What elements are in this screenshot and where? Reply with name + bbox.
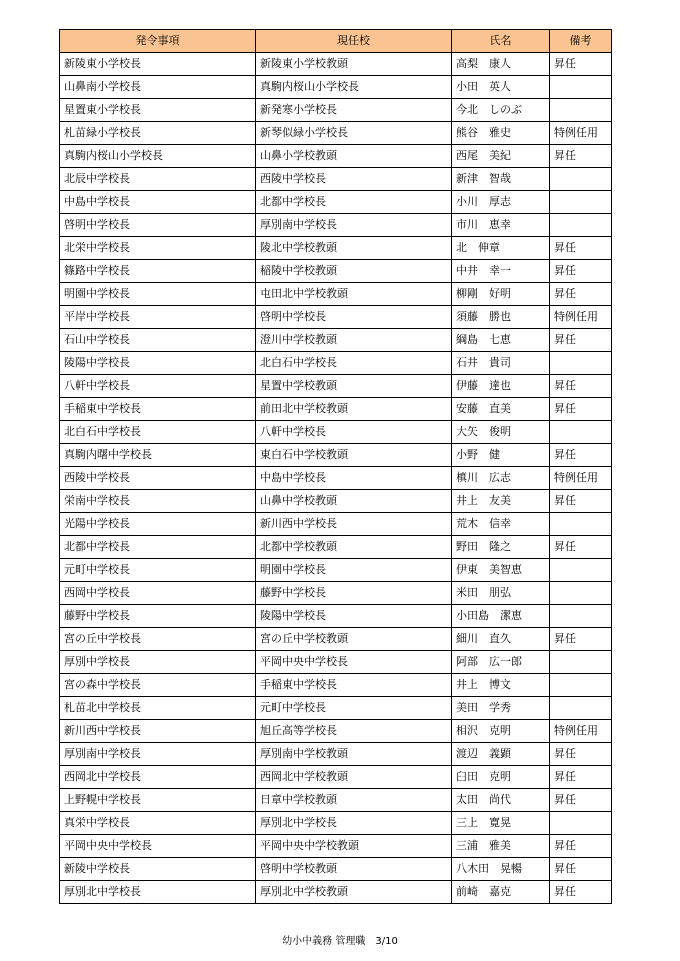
cell-remarks: 昇任 [550, 766, 612, 789]
cell-remarks [550, 513, 612, 536]
table-row [60, 398, 612, 421]
cell-remarks: 昇任 [550, 743, 612, 766]
cell-current-school: 平岡中央中学校教頭 [256, 835, 452, 858]
cell-remarks [550, 421, 612, 444]
cell-remarks: 昇任 [550, 145, 612, 168]
cell-current-school: 厚別南中学校教頭 [256, 743, 452, 766]
cell-current-school: 日章中学校教頭 [256, 789, 452, 812]
cell-name: 三上 寛晃 [452, 812, 550, 835]
cell-remarks [550, 651, 612, 674]
cell-remarks [550, 76, 612, 99]
cell-current-school: 西陵中学校長 [256, 168, 452, 191]
cell-appointment: 宮の丘中学校長 [60, 628, 256, 651]
table-row [60, 536, 612, 559]
table-row [60, 237, 612, 260]
cell-name: 荒木 信幸 [452, 513, 550, 536]
cell-name: 高梨 康人 [452, 53, 550, 76]
cell-remarks [550, 191, 612, 214]
cell-remarks [550, 605, 612, 628]
cell-name: 小川 厚志 [452, 191, 550, 214]
cell-appointment: 星置東小学校長 [60, 99, 256, 122]
cell-name: 柳剛 好明 [452, 283, 550, 306]
cell-remarks: 昇任 [550, 835, 612, 858]
cell-name: 井上 博文 [452, 674, 550, 697]
table-row [60, 99, 612, 122]
cell-remarks: 昇任 [550, 789, 612, 812]
cell-current-school: 手稲東中学校長 [256, 674, 452, 697]
cell-remarks: 昇任 [550, 444, 612, 467]
cell-name: 細川 直久 [452, 628, 550, 651]
table-row [60, 789, 612, 812]
cell-appointment: 北白石中学校長 [60, 421, 256, 444]
cell-name: 渡辺 義顕 [452, 743, 550, 766]
header-appointment: 発令事項 [60, 30, 256, 53]
cell-appointment: 平岸中学校長 [60, 306, 256, 329]
table-row [60, 214, 612, 237]
cell-appointment: 明園中学校長 [60, 283, 256, 306]
cell-name: 安藤 直美 [452, 398, 550, 421]
cell-remarks: 昇任 [550, 628, 612, 651]
cell-name: 阿部 広一郎 [452, 651, 550, 674]
cell-remarks: 昇任 [550, 398, 612, 421]
cell-remarks: 特例任用 [550, 306, 612, 329]
cell-name: 石井 貴司 [452, 352, 550, 375]
cell-name: 須藤 勝也 [452, 306, 550, 329]
cell-remarks [550, 168, 612, 191]
cell-remarks: 昇任 [550, 260, 612, 283]
cell-appointment: 札苗北中学校長 [60, 697, 256, 720]
cell-name: 前崎 嘉克 [452, 881, 550, 904]
table-row [60, 375, 612, 398]
cell-current-school: 藤野中学校長 [256, 582, 452, 605]
cell-appointment: 山鼻南小学校長 [60, 76, 256, 99]
cell-remarks [550, 697, 612, 720]
cell-current-school: 厚別南中学校長 [256, 214, 452, 237]
header-name: 氏名 [452, 30, 550, 53]
cell-current-school: 元町中学校長 [256, 697, 452, 720]
cell-remarks: 昇任 [550, 881, 612, 904]
cell-name: 中井 幸一 [452, 260, 550, 283]
cell-remarks: 昇任 [550, 536, 612, 559]
cell-appointment: 新川西中学校長 [60, 720, 256, 743]
cell-name: 太田 尚代 [452, 789, 550, 812]
table-row [60, 421, 612, 444]
cell-remarks [550, 352, 612, 375]
cell-name: 大矢 俊明 [452, 421, 550, 444]
cell-appointment: 西岡中学校長 [60, 582, 256, 605]
cell-name: 八木田 晃暢 [452, 858, 550, 881]
table-row [60, 582, 612, 605]
cell-current-school: 北都中学校教頭 [256, 536, 452, 559]
cell-appointment: 栄南中学校長 [60, 490, 256, 513]
cell-appointment: 八軒中学校長 [60, 375, 256, 398]
cell-name: 綱島 七恵 [452, 329, 550, 352]
cell-remarks [550, 582, 612, 605]
cell-appointment: 真駒内桜山小学校長 [60, 145, 256, 168]
cell-appointment: 北都中学校長 [60, 536, 256, 559]
cell-appointment: 石山中学校長 [60, 329, 256, 352]
cell-name: 新津 智哉 [452, 168, 550, 191]
cell-current-school: 宮の丘中学校教頭 [256, 628, 452, 651]
table-row [60, 260, 612, 283]
cell-appointment: 厚別南中学校長 [60, 743, 256, 766]
cell-appointment: 宮の森中学校長 [60, 674, 256, 697]
cell-current-school: 厚別北中学校教頭 [256, 881, 452, 904]
table-row [60, 76, 612, 99]
cell-name: 井上 友美 [452, 490, 550, 513]
table-row [60, 881, 612, 904]
cell-current-school: 平岡中央中学校長 [256, 651, 452, 674]
table-row [60, 674, 612, 697]
cell-current-school: 明園中学校長 [256, 559, 452, 582]
cell-current-school: 中島中学校長 [256, 467, 452, 490]
cell-current-school: 稲陵中学校教頭 [256, 260, 452, 283]
cell-name: 熊谷 雅史 [452, 122, 550, 145]
table-row [60, 766, 612, 789]
cell-appointment: 厚別北中学校長 [60, 881, 256, 904]
cell-current-school: 陵陽中学校長 [256, 605, 452, 628]
cell-current-school: 啓明中学校長 [256, 306, 452, 329]
cell-remarks: 昇任 [550, 490, 612, 513]
cell-appointment: 新陵東小学校長 [60, 53, 256, 76]
cell-current-school: 西岡北中学校教頭 [256, 766, 452, 789]
cell-name: 米田 朋弘 [452, 582, 550, 605]
table-row [60, 53, 612, 76]
table-row [60, 283, 612, 306]
cell-appointment: 陵陽中学校長 [60, 352, 256, 375]
cell-remarks [550, 559, 612, 582]
cell-current-school: 新川西中学校長 [256, 513, 452, 536]
header-row [60, 30, 612, 53]
cell-name: 小田島 潔恵 [452, 605, 550, 628]
cell-appointment: 中島中学校長 [60, 191, 256, 214]
cell-current-school: 北白石中学校長 [256, 352, 452, 375]
table-header [60, 30, 612, 53]
cell-remarks [550, 674, 612, 697]
cell-remarks: 昇任 [550, 237, 612, 260]
cell-current-school: 新発寒小学校長 [256, 99, 452, 122]
table-row [60, 628, 612, 651]
table-row [60, 559, 612, 582]
cell-appointment: 光陽中学校長 [60, 513, 256, 536]
cell-current-school: 澄川中学校教頭 [256, 329, 452, 352]
cell-appointment: 厚別中学校長 [60, 651, 256, 674]
cell-name: 三浦 雅美 [452, 835, 550, 858]
cell-appointment: 手稲東中学校長 [60, 398, 256, 421]
cell-remarks: 昇任 [550, 858, 612, 881]
table-row [60, 191, 612, 214]
cell-appointment: 西岡北中学校長 [60, 766, 256, 789]
header-remarks: 備考 [550, 30, 612, 53]
table-row [60, 168, 612, 191]
table-row [60, 490, 612, 513]
table-row [60, 444, 612, 467]
cell-remarks: 昇任 [550, 53, 612, 76]
cell-remarks: 特例任用 [550, 720, 612, 743]
cell-name: 美田 学秀 [452, 697, 550, 720]
cell-name: 伊東 美智恵 [452, 559, 550, 582]
header-current-school: 現任校 [256, 30, 452, 53]
cell-current-school: 新陵東小学校教頭 [256, 53, 452, 76]
cell-name: 伊藤 達也 [452, 375, 550, 398]
cell-name: 北 伸章 [452, 237, 550, 260]
cell-name: 小田 英人 [452, 76, 550, 99]
cell-name: 野田 隆之 [452, 536, 550, 559]
cell-appointment: 上野幌中学校長 [60, 789, 256, 812]
cell-current-school: 陵北中学校教頭 [256, 237, 452, 260]
table-row [60, 467, 612, 490]
cell-current-school: 八軒中学校長 [256, 421, 452, 444]
cell-appointment: 啓明中学校長 [60, 214, 256, 237]
table-body [60, 53, 612, 904]
cell-current-school: 山鼻中学校教頭 [256, 490, 452, 513]
cell-appointment: 新陵中学校長 [60, 858, 256, 881]
table-row [60, 122, 612, 145]
page-footer: 幼小中義務 管理職 3/10 [282, 936, 398, 947]
cell-current-school: 啓明中学校教頭 [256, 858, 452, 881]
cell-appointment: 元町中学校長 [60, 559, 256, 582]
cell-name: 臼田 克明 [452, 766, 550, 789]
cell-remarks: 昇任 [550, 375, 612, 398]
cell-remarks [550, 214, 612, 237]
cell-remarks [550, 812, 612, 835]
cell-remarks: 昇任 [550, 283, 612, 306]
cell-remarks: 昇任 [550, 329, 612, 352]
table-row [60, 513, 612, 536]
cell-remarks: 特例任用 [550, 467, 612, 490]
table-row [60, 145, 612, 168]
cell-current-school: 前田北中学校教頭 [256, 398, 452, 421]
cell-name: 今北 しのぶ [452, 99, 550, 122]
cell-appointment: 北辰中学校長 [60, 168, 256, 191]
cell-current-school: 真駒内桜山小学校長 [256, 76, 452, 99]
cell-name: 西尾 美紀 [452, 145, 550, 168]
cell-current-school: 北都中学校長 [256, 191, 452, 214]
cell-current-school: 東白石中学校教頭 [256, 444, 452, 467]
cell-remarks [550, 99, 612, 122]
cell-remarks: 特例任用 [550, 122, 612, 145]
table-row [60, 743, 612, 766]
table-row [60, 812, 612, 835]
table-row [60, 697, 612, 720]
table-row [60, 352, 612, 375]
cell-appointment: 平岡中央中学校長 [60, 835, 256, 858]
table-row [60, 605, 612, 628]
cell-current-school: 山鼻小学校教頭 [256, 145, 452, 168]
cell-current-school: 屯田北中学校教頭 [256, 283, 452, 306]
cell-current-school: 星置中学校教頭 [256, 375, 452, 398]
cell-appointment: 札苗緑小学校長 [60, 122, 256, 145]
cell-name: 槙川 広志 [452, 467, 550, 490]
cell-appointment: 篠路中学校長 [60, 260, 256, 283]
cell-name: 小野 健 [452, 444, 550, 467]
cell-appointment: 藤野中学校長 [60, 605, 256, 628]
table-row [60, 651, 612, 674]
cell-appointment: 西陵中学校長 [60, 467, 256, 490]
cell-current-school: 厚別北中学校長 [256, 812, 452, 835]
table-row [60, 835, 612, 858]
table-row [60, 720, 612, 743]
cell-name: 相沢 克明 [452, 720, 550, 743]
appointments-table [59, 29, 612, 904]
table-row [60, 858, 612, 881]
cell-appointment: 北栄中学校長 [60, 237, 256, 260]
table-row [60, 329, 612, 352]
cell-name: 市川 恵幸 [452, 214, 550, 237]
table-row [60, 306, 612, 329]
cell-current-school: 新琴似緑小学校長 [256, 122, 452, 145]
cell-appointment: 真栄中学校長 [60, 812, 256, 835]
cell-current-school: 旭丘高等学校長 [256, 720, 452, 743]
cell-appointment: 真駒内曙中学校長 [60, 444, 256, 467]
